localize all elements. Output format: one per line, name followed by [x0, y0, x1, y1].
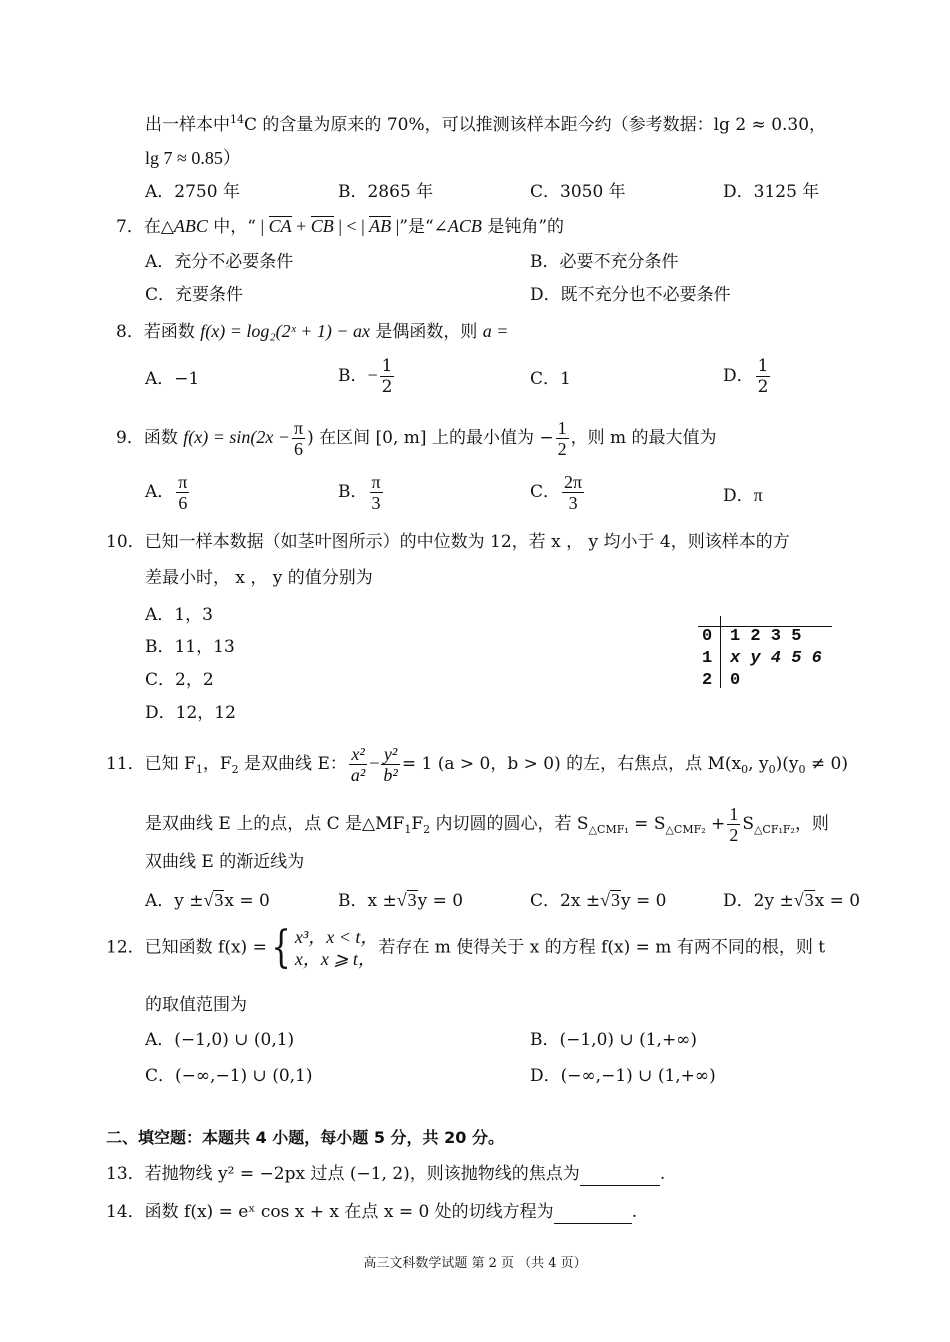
q11-t14: ，则: [794, 814, 829, 834]
stem-leaf-plot: [690, 616, 840, 688]
q8-optd-fraction: [756, 356, 771, 397]
q10-line2: 差最小时， x ， y 的值分别为: [145, 568, 373, 588]
q10-number: 10．: [106, 532, 145, 552]
frac-den: b²: [383, 765, 398, 785]
frac-den: 6: [294, 439, 304, 459]
q11-x2-a2: [349, 744, 367, 785]
q9-stem: [116, 418, 717, 459]
q11-optd-pre: D．2y ±: [723, 891, 794, 911]
q13-answer-blank[interactable]: [580, 1167, 660, 1186]
q9-function: f(x) = sin(2x −: [183, 427, 290, 447]
q9-text3: ，则 m 的最大值为: [570, 428, 717, 448]
frac-num: π: [371, 472, 381, 492]
q11-line1: 11．已知 $F_1$，$F_2$ 是双曲线 E： $\frac{\text{x²}}{\text{a²}}$ − $\frac{\text{y²}}{\text{b²}}$ = 1 (a > 0，b > 0) 的左，右焦点，点 $M(x_0$, $y_0)(y_0 \ne 0)$: [106, 744, 848, 785]
q12-post: 若存在 m 使得关于 x 的方程 f(x) = m 有两不同的根，则 t: [378, 937, 826, 958]
leaves-2: 0: [730, 671, 741, 690]
q6-text-b: C 的含量为原来的 70%，可以推测该样本距今约（参考数据：lg 2 ≈ 0.30，: [244, 115, 827, 135]
q6-text-a: 出一样本中: [145, 115, 230, 135]
q8-optb-sign: −: [367, 365, 378, 385]
q11-t8: 是双曲线 E 上的点，点 C 是△MF: [145, 814, 405, 834]
frac-num: 1: [381, 356, 393, 376]
q11-y2-b2: [381, 744, 399, 785]
q11-option-a: A．y ±√3x = 0: [145, 890, 270, 911]
q12-cases: [295, 926, 379, 970]
q14-number: 14．: [106, 1202, 145, 1222]
sub: 2: [423, 823, 431, 836]
q9-pi-over-6: [292, 418, 305, 459]
frac-den: 2: [381, 377, 393, 397]
q9-opta-label: A．: [145, 482, 175, 502]
q6-line1: [145, 108, 826, 137]
q11-optb-post: y = 0: [417, 891, 464, 911]
stem-2: 2: [702, 671, 713, 690]
frac-num: π: [178, 472, 188, 492]
q12-option-b: B．(−1,0) ∪ (1,+∞): [530, 1030, 697, 1050]
page-footer: 高三文科数学试题 第 2 页 （共 4 页）: [363, 1256, 587, 1271]
q7-pre: 在△: [143, 217, 174, 237]
q14-text: 函数 f(x) = eˣ cos x + x 在点 x = 0 处的切线方程为: [144, 1202, 554, 1222]
sub: 0: [741, 763, 749, 776]
frac-den: 3: [371, 493, 381, 513]
q13-end: .: [659, 1164, 666, 1184]
q8-option-d: [723, 356, 772, 397]
q7-post: 是钝角”的: [481, 217, 565, 237]
q11-optd-post: x = 0: [814, 891, 861, 911]
q10-option-d: D．12，12: [145, 703, 236, 723]
leaves-1: x y 4 5 6: [730, 649, 822, 668]
q7-stem: 7．在△ABC 中，“ | CA + CB | < | AB |”是“∠ACB 是钝角”的: [116, 216, 565, 237]
frac-den: 2: [557, 439, 567, 459]
sub: 2: [231, 763, 239, 776]
q9-option-d: [723, 483, 763, 508]
q11-t5: , y: [748, 754, 769, 774]
q9-optb-label: B．: [338, 482, 368, 502]
q9-half: [556, 418, 569, 459]
sqrt-3: 3: [610, 890, 620, 910]
q9-optd-value: π: [753, 485, 763, 505]
q12-pre: 已知函数 f(x) =: [144, 937, 267, 958]
q11-line2: [145, 804, 829, 845]
q10-option-b: B．11，13: [145, 637, 235, 657]
q13-number: 13．: [106, 1164, 145, 1184]
c14-superscript: 14: [230, 113, 244, 126]
q7-option-d: D．既不充分也不必要条件: [530, 285, 731, 305]
q12-line2: 的取值范围为: [145, 995, 247, 1015]
sqrt-3: 3: [214, 890, 224, 910]
q11-t3: 是双曲线 E：: [238, 754, 347, 774]
q7-option-a: A．充分不必要条件: [145, 252, 294, 272]
frac-den: 2: [757, 377, 769, 397]
frac-den: 6: [178, 493, 188, 513]
q11-option-c: C．2x ±√3y = 0: [530, 890, 667, 911]
q10-option-a: A．1，3: [145, 605, 213, 625]
q9-option-c: [530, 472, 586, 513]
sub: 1: [404, 823, 412, 836]
frac-num: 1: [757, 356, 769, 376]
q8-var: a =: [482, 321, 509, 341]
frac-num: x²: [349, 744, 367, 765]
vector-cb: CB: [310, 216, 334, 236]
q8-optb-fraction: [380, 356, 395, 397]
section-2-heading: 二、填空题：本题共 4 小题，每小题 5 分，共 20 分。: [106, 1128, 504, 1147]
sub: △CMF₂: [665, 823, 706, 836]
q13-text: 若抛物线 y² = −2px 过点 (−1, 2)，则该抛物线的焦点为: [144, 1164, 580, 1184]
q12-option-c: C．(−∞,−1) ∪ (0,1): [145, 1066, 313, 1086]
q6-option-d: D．3125 年: [723, 182, 820, 202]
frac-num: 1: [557, 418, 567, 438]
q7-mid1: 中，“: [207, 217, 257, 237]
q6-option-a: A．2750 年: [145, 182, 240, 202]
q8-option-a: A．−1: [145, 369, 200, 389]
frac-num: y²: [381, 744, 399, 765]
q9-optb-fraction: [370, 472, 383, 513]
q11-t11: = S: [628, 814, 666, 834]
q8-number: 8．: [116, 322, 144, 342]
sqrt-3: 3: [804, 890, 814, 910]
q11-option-d: D．2y ±√3x = 0: [723, 890, 861, 911]
vector-ab: AB: [369, 216, 392, 236]
q7-option-b: B．必要不充分条件: [530, 252, 679, 272]
q7-option-c: C．充要条件: [145, 285, 244, 305]
q11-opta-post: x = 0: [224, 891, 270, 911]
frac-num: π: [294, 418, 304, 438]
q6-option-c: C．3050 年: [530, 182, 626, 202]
q13-stem: [106, 1162, 665, 1186]
q11-t7: ≠ 0): [805, 754, 848, 774]
q9-number: 9．: [116, 428, 144, 448]
q12-case2: x，x ⩾ t，: [294, 949, 376, 969]
q11-t13: S: [742, 814, 754, 834]
q11-number: 11．: [106, 754, 145, 774]
q11-optb-pre: B．x ±: [338, 891, 397, 911]
q9-text1: 函数: [143, 428, 178, 448]
q11-t1: 已知 F: [144, 754, 196, 774]
q14-stem: [106, 1200, 637, 1224]
sub: 1: [195, 763, 203, 776]
sqrt-3: 3: [407, 890, 417, 910]
leaves-0: 1 2 3 5: [730, 627, 802, 646]
q9-optc-label: C．: [530, 482, 561, 502]
q8-option-b: [338, 356, 396, 397]
q7-abc: ABC: [173, 216, 208, 236]
q11-option-b: B．x ±√3y = 0: [338, 890, 464, 911]
q8-optd-label: D．: [723, 366, 754, 386]
q12-case1: x³，x < t，: [294, 927, 379, 947]
q10-text1: 已知一样本数据（如茎叶图所示）的中位数为 12，若 x ， y 均小于 4，则该样本的方: [144, 532, 790, 552]
q11-half: [727, 804, 740, 845]
q7-acb: ACB: [447, 216, 482, 236]
q11-t9: F: [411, 814, 424, 834]
sub: △CMF₁: [588, 823, 629, 836]
q11-optc-post: y = 0: [620, 891, 667, 911]
sub: 0: [768, 763, 776, 776]
q6-option-b: B．2865 年: [338, 182, 434, 202]
q12-stem: [106, 922, 826, 973]
q8-text-pre: 若函数: [143, 322, 195, 342]
q8-text-post: 是偶函数，则: [375, 322, 478, 342]
q11-opta-pre: A．y ±: [145, 891, 204, 911]
q8-option-c: C．1: [530, 369, 571, 389]
sub: △CF₁F₂: [753, 823, 795, 836]
q11-optc-pre: C．2x ±: [530, 891, 601, 911]
frac-den: 2: [729, 825, 739, 845]
q8-stem: [116, 319, 508, 344]
q9-text2: ) 在区间 [0, m] 上的最小值为 −: [307, 428, 554, 448]
left-brace: {: [271, 922, 291, 973]
q12-number: 12．: [106, 937, 145, 958]
q11-t12: +: [705, 814, 726, 834]
q9-optc-fraction: [562, 472, 584, 513]
q9-option-b: [338, 472, 385, 513]
q6-line2: lg 7 ≈ 0.85）: [145, 148, 241, 168]
q12-option-a: A．(−1,0) ∪ (0,1): [145, 1030, 295, 1050]
stem-1: 1: [702, 649, 713, 668]
q7-mid2: ”是“∠: [399, 217, 448, 237]
q8-formula: f(x) = log₂(2ˣ + 1) − ax: [200, 321, 370, 341]
q11-t6: )(y: [775, 754, 799, 774]
q12-option-d: D．(−∞,−1) ∪ (1,+∞): [530, 1066, 716, 1086]
frac-den: a²: [350, 765, 366, 785]
q8-optb-label: B．: [338, 366, 368, 386]
q9-option-a: [145, 472, 191, 513]
frac-num: 1: [729, 804, 739, 824]
stem-0: 0: [702, 627, 713, 646]
frac-den: 3: [568, 493, 578, 513]
q11-line3: 双曲线 E 的渐近线为: [145, 852, 305, 872]
q11-t4: = 1 (a > 0，b > 0) 的左，右焦点，点 M(x: [401, 754, 742, 774]
q9-optd-label: D．: [723, 486, 754, 506]
q10-line1: [106, 530, 790, 554]
q11-t10: 内切圆的圆心，若 S: [430, 814, 589, 834]
q11-t2: ，F: [202, 754, 232, 774]
q9-opta-fraction: [176, 472, 189, 513]
frac-num: 2π: [564, 472, 583, 492]
q14-answer-blank[interactable]: [554, 1205, 632, 1224]
vector-ca: CA: [268, 216, 292, 236]
q14-end: .: [631, 1202, 638, 1222]
q10-option-c: C．2，2: [145, 670, 214, 690]
q7-number: 7．: [116, 217, 144, 237]
sub: 0: [798, 763, 806, 776]
